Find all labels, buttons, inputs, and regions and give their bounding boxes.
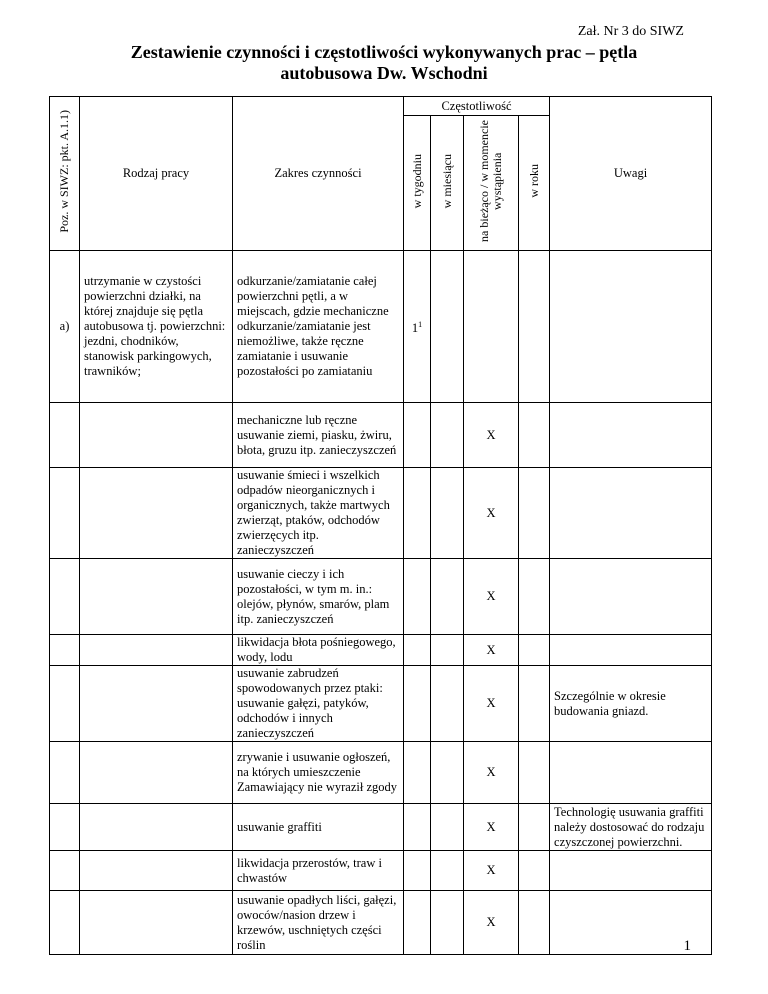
cell-zakres: likwidacja błota pośniegowego, wody, lodu <box>233 635 404 666</box>
cell-w-miesiacu <box>431 851 464 891</box>
cell-w-miesiacu <box>431 559 464 635</box>
cell-w-roku <box>519 468 550 559</box>
table-row <box>50 403 712 468</box>
cell-zakres: usuwanie śmieci i wszelkich odpadów nieorganicznych i organicznych, także martwych zwierząt, ptaków, odchodów zwierzęcych itp. zanieczyszczeń <box>233 468 404 559</box>
header-poz: Poz. w SIWZ: pkt. A.1.1) <box>50 97 80 251</box>
header-uwagi: Uwagi <box>550 97 712 251</box>
cell-w-miesiacu <box>431 635 464 666</box>
title-line-2: autobusowa Dw. Wschodni <box>280 63 488 83</box>
cell-na-biezaco: X <box>464 559 519 635</box>
cell-uwagi <box>550 468 712 559</box>
cell-na-biezaco <box>464 251 519 403</box>
title-line-1: Zestawienie czynności i częstotliwości wykonywanych prac – pętla <box>130 42 638 62</box>
cell-w-roku <box>519 559 550 635</box>
cell-rodzaj <box>80 804 233 851</box>
cell-poz <box>50 851 80 891</box>
cell-w-miesiacu <box>431 742 464 804</box>
header-czestotliwosc: Częstotliwość <box>404 97 550 116</box>
cell-rodzaj <box>80 742 233 804</box>
cell-uwagi <box>550 403 712 468</box>
cell-uwagi <box>550 635 712 666</box>
cell-w-roku <box>519 742 550 804</box>
cell-uwagi <box>550 742 712 804</box>
cell-uwagi <box>550 559 712 635</box>
cell-w-tygodniu <box>404 559 431 635</box>
cell-rodzaj <box>80 851 233 891</box>
cell-poz: a) <box>50 251 80 403</box>
cell-poz <box>50 666 80 742</box>
header-na-biezaco: na bieżąco / w momencie wystąpienia <box>464 116 519 251</box>
document-reference: Zał. Nr 3 do SIWZ <box>577 24 684 39</box>
cell-uwagi <box>550 251 712 403</box>
cell-w-roku <box>519 851 550 891</box>
cell-na-biezaco: X <box>464 804 519 851</box>
cell-w-miesiacu <box>431 891 464 955</box>
cell-w-tygodniu <box>404 851 431 891</box>
cell-w-roku <box>519 251 550 403</box>
cell-rodzaj <box>80 403 233 468</box>
cell-poz <box>50 891 80 955</box>
cell-uwagi: Szczególnie w okresie budowania gniazd. <box>550 666 712 742</box>
cell-na-biezaco: X <box>464 742 519 804</box>
cell-na-biezaco: X <box>464 851 519 891</box>
cell-poz <box>50 403 80 468</box>
cell-zakres: odkurzanie/zamiatanie całej powierzchni pętli, a w miejscach, gdzie mechaniczne odkurzanie/zamiatanie jest niemożliwe, także ręczne zamiatanie i usuwanie pozostałości po zamiataniu <box>233 251 404 403</box>
cell-na-biezaco: X <box>464 468 519 559</box>
cell-na-biezaco: X <box>464 666 519 742</box>
cell-rodzaj <box>80 891 233 955</box>
cell-na-biezaco: X <box>464 891 519 955</box>
header-zakres: Zakres czynności <box>233 97 404 251</box>
cell-rodzaj <box>80 635 233 666</box>
cell-uwagi <box>550 851 712 891</box>
table-row <box>50 635 712 666</box>
cell-rodzaj <box>80 468 233 559</box>
cell-w-roku <box>519 891 550 955</box>
header-w-roku: w roku <box>519 116 550 251</box>
cell-w-miesiacu <box>431 468 464 559</box>
cell-w-tygodniu <box>404 635 431 666</box>
cell-rodzaj <box>80 559 233 635</box>
cell-w-miesiacu <box>431 666 464 742</box>
table-row <box>50 851 712 891</box>
cell-poz <box>50 804 80 851</box>
table-row <box>50 666 712 742</box>
cell-w-tygodniu <box>404 891 431 955</box>
header-w-miesiacu: w miesiącu <box>431 116 464 251</box>
table-row <box>50 804 712 851</box>
cell-rodzaj: utrzymanie w czystości powierzchni działki, na której znajduje się pętla autobusowa tj. powierzchni: jezdni, chodników, stanowisk parkingowych, trawników; <box>80 251 233 403</box>
header-rodzaj: Rodzaj pracy <box>80 97 233 251</box>
table-row <box>50 891 712 955</box>
cell-na-biezaco: X <box>464 635 519 666</box>
cell-w-roku <box>519 403 550 468</box>
cell-poz <box>50 559 80 635</box>
cell-w-tygodniu: $1^1$ <box>404 251 431 403</box>
header-w-tygodniu: w tygodniu <box>404 116 431 251</box>
page-title <box>0 42 768 84</box>
cell-zakres: likwidacja przerostów, traw i chwastów <box>233 851 404 891</box>
cell-w-miesiacu <box>431 251 464 403</box>
table-row <box>50 742 712 804</box>
cell-w-tygodniu <box>404 804 431 851</box>
cell-w-roku <box>519 804 550 851</box>
cell-w-roku <box>519 666 550 742</box>
cell-w-tygodniu <box>404 666 431 742</box>
cell-w-tygodniu <box>404 468 431 559</box>
cell-na-biezaco: X <box>464 403 519 468</box>
table-row <box>50 251 712 403</box>
cell-poz <box>50 742 80 804</box>
page-number: 1 <box>683 938 691 954</box>
table-row <box>50 559 712 635</box>
cell-zakres: usuwanie cieczy i ich pozostałości, w tym m. in.: olejów, płynów, smarów, plam itp. zanieczyszczeń <box>233 559 404 635</box>
cell-zakres: usuwanie graffiti <box>233 804 404 851</box>
cell-zakres: mechaniczne lub ręczne usuwanie ziemi, piasku, żwiru, błota, gruzu itp. zanieczyszczeń <box>233 403 404 468</box>
cell-poz <box>50 468 80 559</box>
cell-uwagi: Technologię usuwania graffiti należy dostosować do rodzaju czyszczonej powierzchni. <box>550 804 712 851</box>
cell-zakres: zrywanie i usuwanie ogłoszeń, na których umieszczenie Zamawiający nie wyraził zgody <box>233 742 404 804</box>
cell-w-tygodniu <box>404 403 431 468</box>
table-row <box>50 468 712 559</box>
cell-zakres: usuwanie opadłych liści, gałęzi, owoców/nasion drzew i krzewów, uschniętych części roślin <box>233 891 404 955</box>
cell-zakres: usuwanie zabrudzeń spowodowanych przez ptaki: usuwanie gałęzi, patyków, odchodów i innych zanieczyszczeń <box>233 666 404 742</box>
cell-w-tygodniu <box>404 742 431 804</box>
schedule-table <box>49 96 712 955</box>
cell-rodzaj <box>80 666 233 742</box>
cell-poz <box>50 635 80 666</box>
cell-w-roku <box>519 635 550 666</box>
cell-w-miesiacu <box>431 804 464 851</box>
cell-w-miesiacu <box>431 403 464 468</box>
